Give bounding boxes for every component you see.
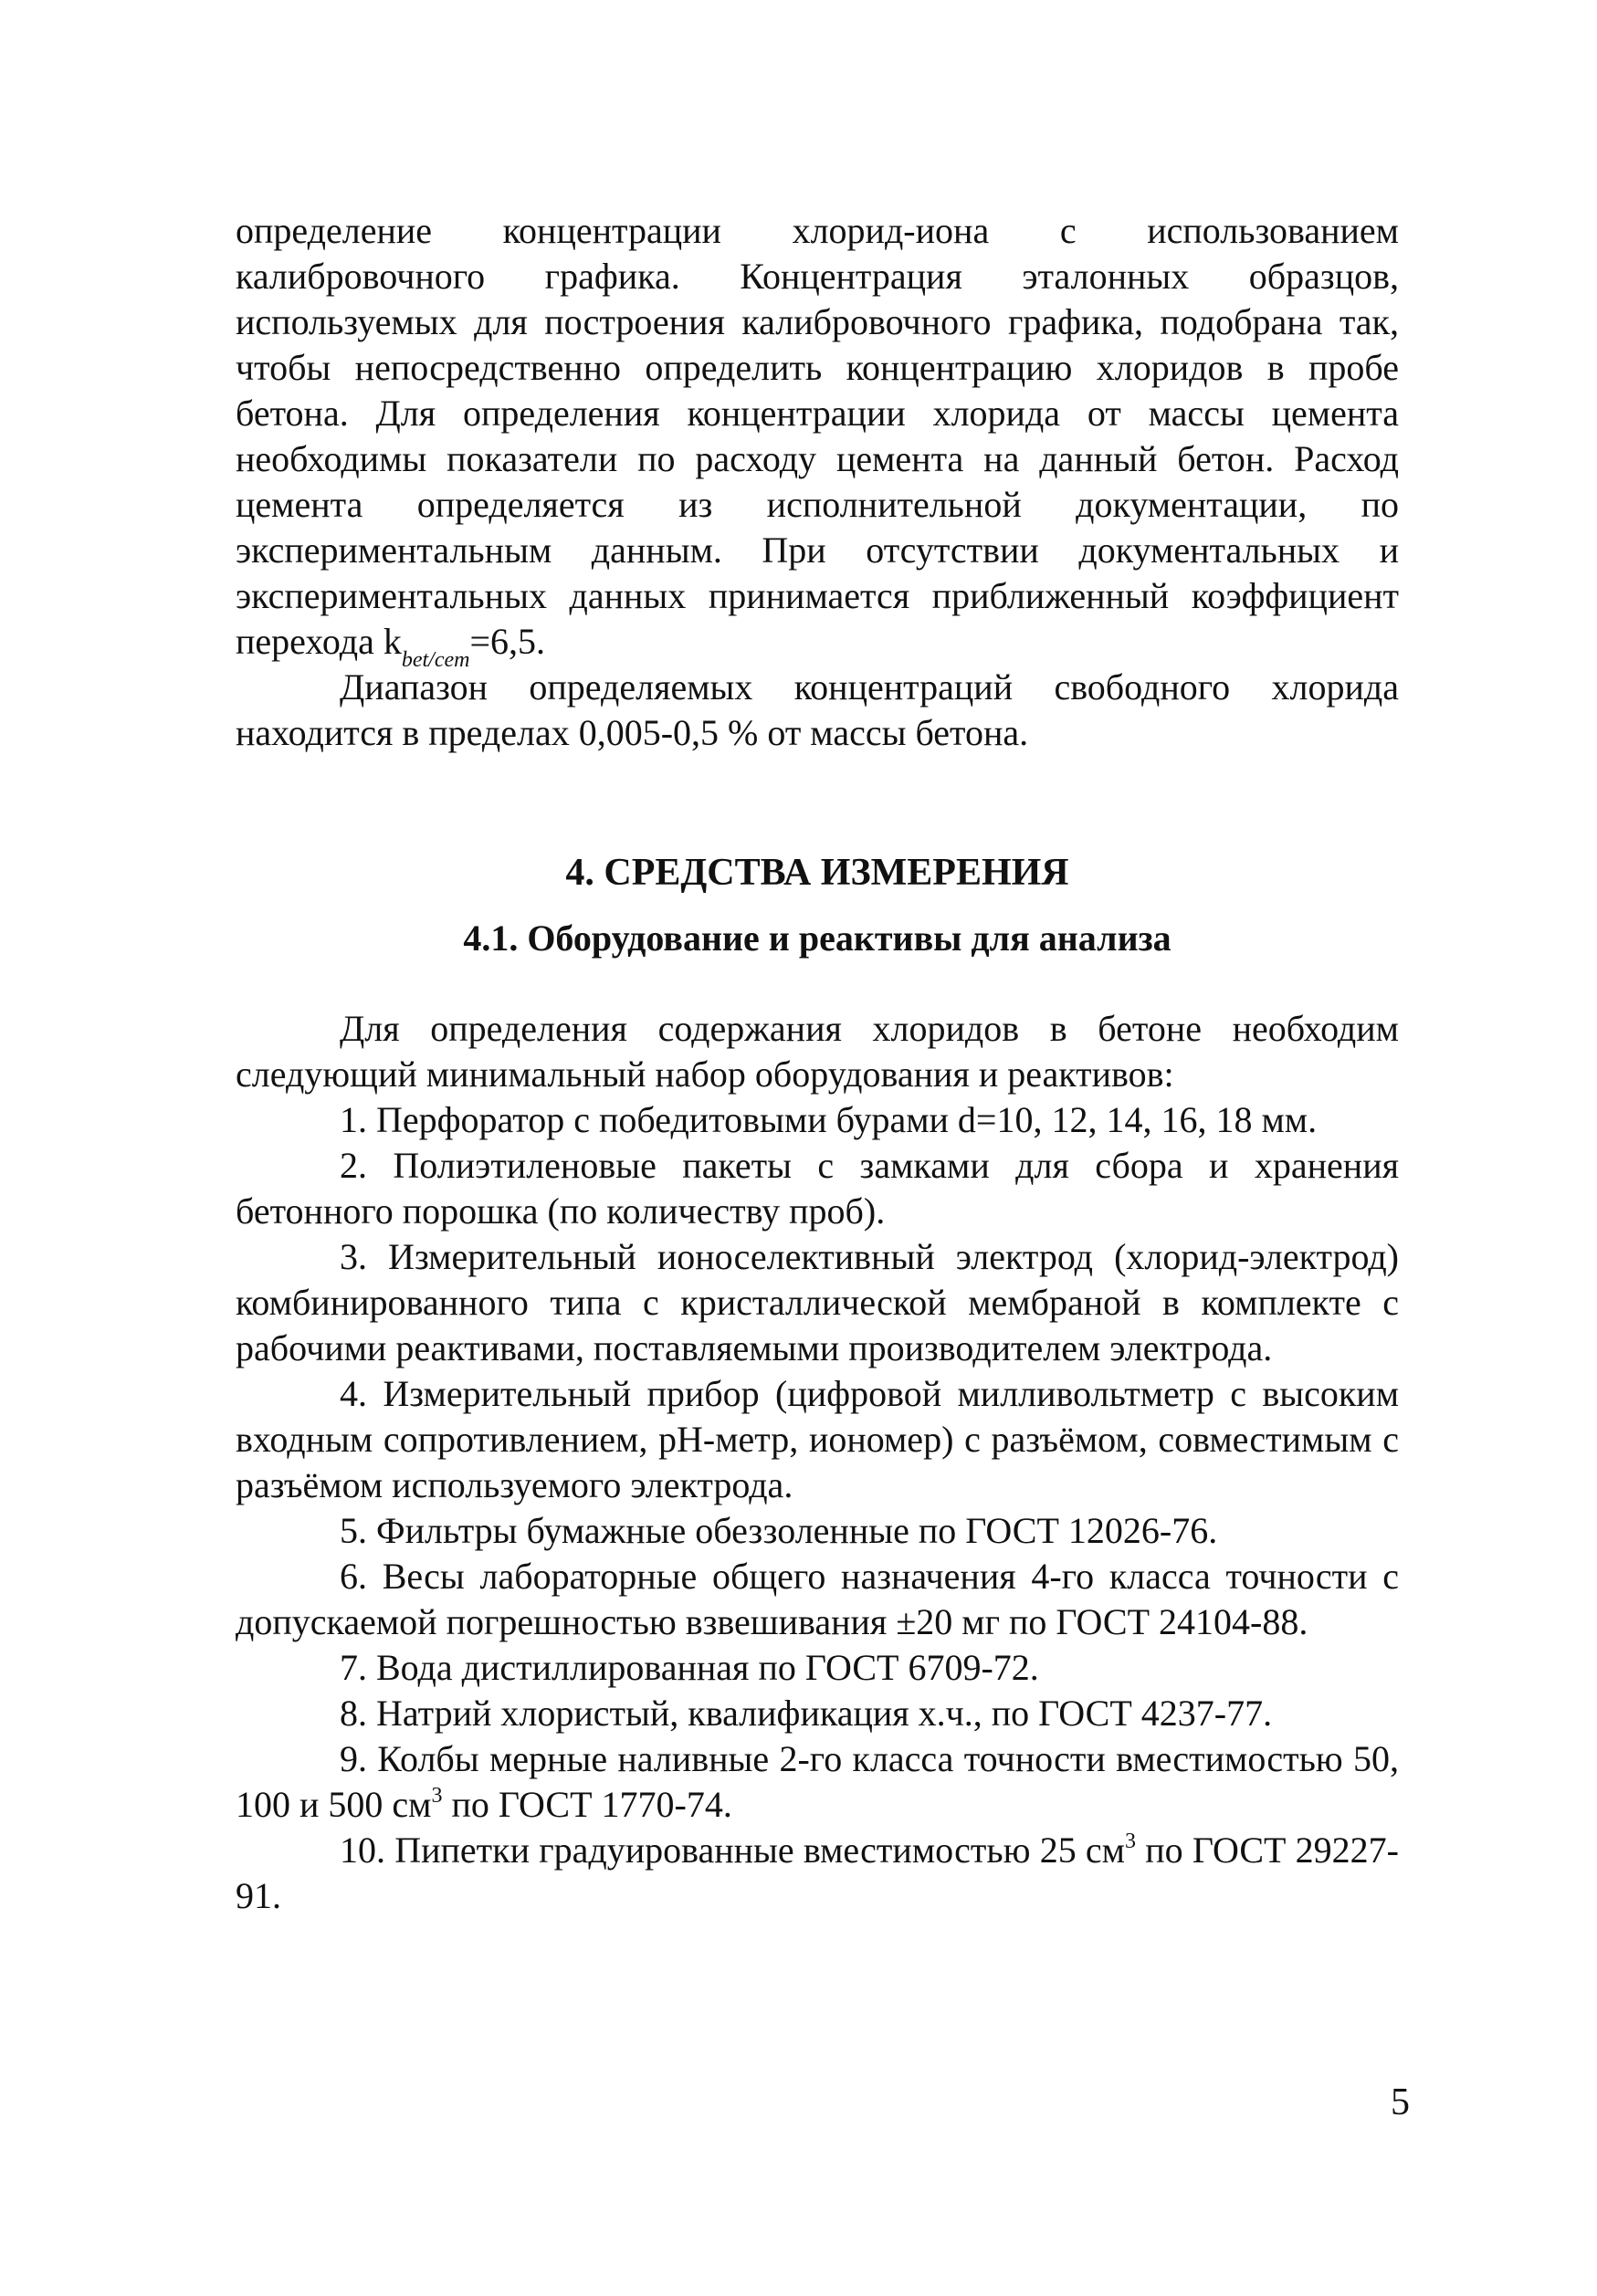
equipment-intro: Для определения содержания хлоридов в бетоне необходим следующий минимальный набор оборудования и реактивов: <box>236 1008 1399 1095</box>
list-item: 6. Весы лабораторные общего назначения 4-го класса точности с допускаемой погрешностью взвешивания ±20 мг по ГОСТ 24104-88. <box>236 1556 1399 1642</box>
equipment-list <box>236 1097 1399 1919</box>
list-item <box>236 1828 1399 1919</box>
list-item: 8. Натрий хлористый, квалификация х.ч., по ГОСТ 4237-77. <box>340 1693 1273 1734</box>
list-item: 1. Перфоратор с победитовыми бурами d=10, 12, 14, 16, 18 мм. <box>340 1099 1318 1140</box>
list-item-text: по ГОСТ 29227-91. <box>236 1829 1400 1916</box>
list-item: 4. Измерительный прибор (цифровой милливольтметр с высоким входным сопротивлением, pH-метр, иономер) с разъёмом, совместимым с разъёмом используемого электрода. <box>236 1373 1399 1505</box>
coefficient-value: =6,5. <box>469 621 546 662</box>
cubic-superscript: 3 <box>431 1784 443 1808</box>
paragraph-range: Диапазон определяемых концентраций свободного хлорида находится в пределах 0,005-0,5 % от массы бетона. <box>236 666 1399 753</box>
page-content <box>236 208 1399 1919</box>
list-item: 5. Фильтры бумажные обеззоленные по ГОСТ 12026-76. <box>340 1510 1218 1551</box>
subsection-title: 4.1. Оборудование и реактивы для анализа <box>463 917 1171 959</box>
page-number: 5 <box>1391 2081 1410 2123</box>
paragraph-calibration-text: определение концентрации хлорид-иона с использованием калибровочного графика. Концентрация эталонных образцов, используемых для построения калибровочного графика, подобрана так, чтобы непосредственно определить концентрацию хлоридов в пробе бетона. Для определения концентрации хлорида от массы цемента необходимы показатели по расходу цемента на данный бетон. Расход цемента определяется из исполнительной документации, по экспериментальным данным. При отсутствии документальных и экспериментальных данных принимается приближенный коэффициент перехода k <box>236 210 1399 662</box>
list-item: 2. Полиэтиленовые пакеты с замками для сбора и хранения бетонного порошка (по количеству проб). <box>236 1145 1399 1232</box>
cubic-superscript: 3 <box>1125 1829 1136 1853</box>
list-item-text: 10. Пипетки градуированные вместимостью 25 см <box>340 1829 1125 1871</box>
coefficient-subscript: bet/cem <box>401 648 470 672</box>
list-item-text: 9. Колбы мерные наливные 2-го класса точности вместимостью 50, 100 и 500 см <box>236 1738 1399 1825</box>
section-title: 4. СРЕДСТВА ИЗМЕРЕНИЯ <box>565 852 1069 894</box>
list-item-text: по ГОСТ 1770-74. <box>442 1784 732 1825</box>
list-item: 7. Вода дистиллированная по ГОСТ 6709-72. <box>340 1647 1039 1688</box>
paragraph-calibration <box>236 208 1399 672</box>
list-item <box>236 1736 1399 1828</box>
list-item: 3. Измерительный ионоселективный электрод (хлорид-электрод) комбинированного типа с кристаллической мембраной в комплекте с рабочими реактивами, поставляемыми производителем электрода. <box>236 1236 1399 1368</box>
